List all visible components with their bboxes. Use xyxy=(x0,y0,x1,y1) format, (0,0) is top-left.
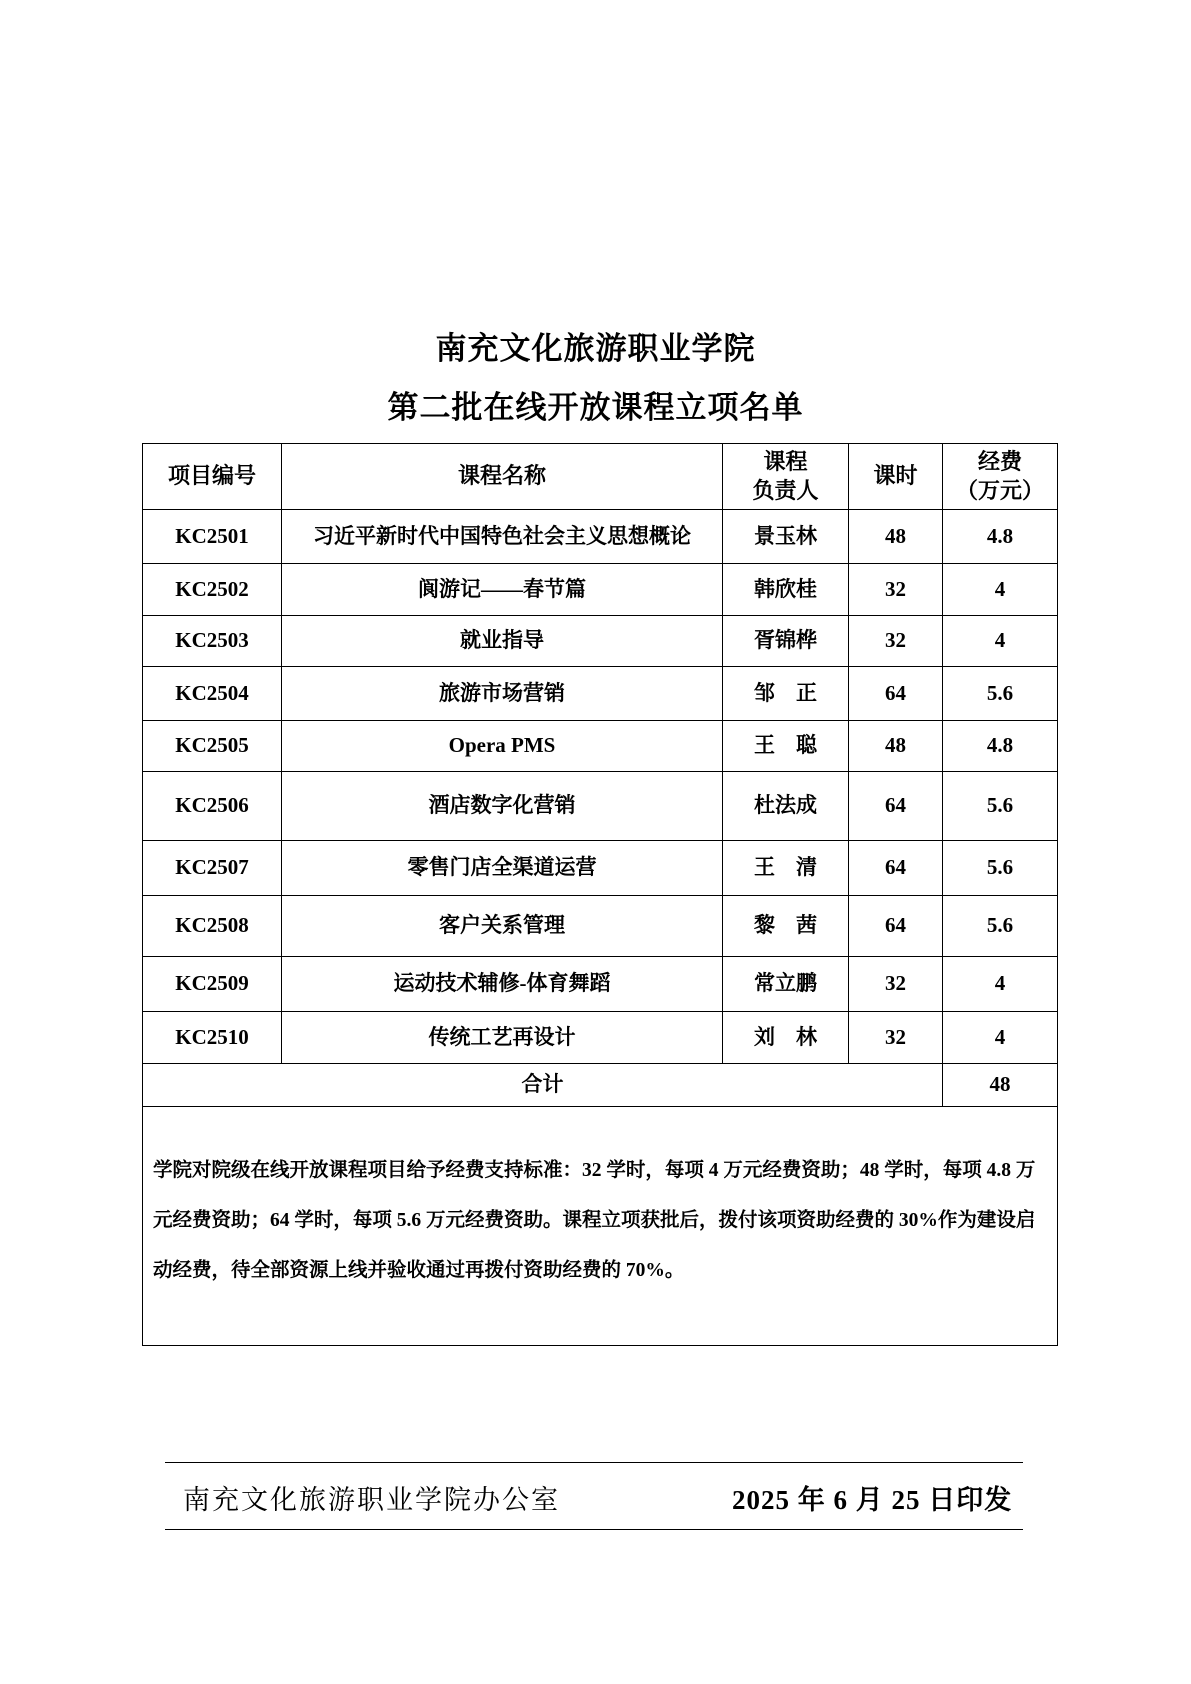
cell-hours: 32 xyxy=(849,1012,943,1064)
table-row xyxy=(143,841,1058,896)
cell-funding: 4.8 xyxy=(943,510,1058,564)
table-row xyxy=(143,616,1058,667)
cell-course-name: 习近平新时代中国特色社会主义思想概论 xyxy=(282,510,723,564)
header-project-id: 项目编号 xyxy=(143,444,282,510)
cell-course-name: 就业指导 xyxy=(282,616,723,667)
table-row xyxy=(143,721,1058,772)
total-label: 合计 xyxy=(143,1064,943,1107)
notes-row xyxy=(143,1107,1058,1346)
cell-course-owner: 韩欣桂 xyxy=(723,564,849,616)
cell-course-name: 传统工艺再设计 xyxy=(282,1012,723,1064)
cell-project-id: KC2503 xyxy=(143,616,282,667)
cell-course-owner: 常立鹏 xyxy=(723,957,849,1012)
cell-course-name: 旅游市场营销 xyxy=(282,667,723,721)
cell-funding: 4 xyxy=(943,616,1058,667)
footer-top-rule xyxy=(165,1462,1023,1463)
table-row xyxy=(143,957,1058,1012)
cell-course-owner: 杜法成 xyxy=(723,772,849,841)
cell-hours: 64 xyxy=(849,841,943,896)
cell-funding: 5.6 xyxy=(943,841,1058,896)
cell-project-id: KC2508 xyxy=(143,896,282,957)
header-course-name: 课程名称 xyxy=(282,444,723,510)
cell-course-name: 阆游记——春节篇 xyxy=(282,564,723,616)
header-course-owner xyxy=(723,444,849,510)
table-row xyxy=(143,896,1058,957)
table-row xyxy=(143,564,1058,616)
cell-course-owner: 王 聪 xyxy=(723,721,849,772)
cell-course-name: 酒店数字化营销 xyxy=(282,772,723,841)
cell-funding: 5.6 xyxy=(943,772,1058,841)
cell-course-name: 运动技术辅修-体育舞蹈 xyxy=(282,957,723,1012)
document-subtitle: 第二批在线开放课程立项名单 xyxy=(387,390,804,425)
total-value: 48 xyxy=(943,1064,1058,1107)
footer-issue-date: 2025 年 6 月 25 日印发 xyxy=(732,1485,1013,1515)
cell-hours: 32 xyxy=(849,616,943,667)
cell-project-id: KC2506 xyxy=(143,772,282,841)
cell-course-owner: 景玉林 xyxy=(723,510,849,564)
cell-project-id: KC2510 xyxy=(143,1012,282,1064)
funding-notes: 学院对院级在线开放课程项目给予经费支持标准：32 学时，每项 4 万元经费资助；48 学时，每项 4.8 万元经费资助；64 学时，每项 5.6 万元经费资助。课程立项获批后，拨付该项资助经费的 30%作为建设启动经费，待全部资源上线并验收通过再拨付资助经费的 70%。 xyxy=(143,1107,1058,1346)
cell-hours: 32 xyxy=(849,564,943,616)
header-funding-line1: 经费 xyxy=(977,448,1022,474)
table-row xyxy=(143,772,1058,841)
cell-project-id: KC2501 xyxy=(143,510,282,564)
cell-course-owner: 王 清 xyxy=(723,841,849,896)
footer-bottom-rule xyxy=(165,1529,1023,1530)
cell-funding: 4 xyxy=(943,564,1058,616)
cell-project-id: KC2505 xyxy=(143,721,282,772)
cell-funding: 4 xyxy=(943,957,1058,1012)
cell-hours: 32 xyxy=(849,957,943,1012)
cell-project-id: KC2509 xyxy=(143,957,282,1012)
cell-project-id: KC2502 xyxy=(143,564,282,616)
cell-hours: 48 xyxy=(849,721,943,772)
cell-course-name: Opera PMS xyxy=(282,721,723,772)
header-hours: 课时 xyxy=(849,444,943,510)
table-row xyxy=(143,510,1058,564)
cell-course-name: 客户关系管理 xyxy=(282,896,723,957)
header-owner-line2: 负责人 xyxy=(752,477,819,503)
table-row xyxy=(143,1012,1058,1064)
total-row xyxy=(143,1064,1058,1107)
cell-hours: 64 xyxy=(849,772,943,841)
cell-project-id: KC2504 xyxy=(143,667,282,721)
footer-issuer: 南充文化旅游职业学院办公室 xyxy=(183,1485,560,1515)
table-row xyxy=(143,667,1058,721)
cell-course-owner: 黎 茜 xyxy=(723,896,849,957)
cell-course-owner: 胥锦桦 xyxy=(723,616,849,667)
cell-course-owner: 邹 正 xyxy=(723,667,849,721)
cell-course-owner: 刘 林 xyxy=(723,1012,849,1064)
header-funding-line2: （万元） xyxy=(955,477,1044,503)
cell-funding: 4 xyxy=(943,1012,1058,1064)
cell-funding: 5.6 xyxy=(943,896,1058,957)
table-header-row xyxy=(143,444,1058,510)
course-list-table xyxy=(142,443,1058,1346)
document-title: 南充文化旅游职业学院 xyxy=(435,331,756,366)
header-owner-line1: 课程 xyxy=(763,448,808,474)
cell-funding: 5.6 xyxy=(943,667,1058,721)
cell-funding: 4.8 xyxy=(943,721,1058,772)
cell-course-name: 零售门店全渠道运营 xyxy=(282,841,723,896)
cell-hours: 64 xyxy=(849,896,943,957)
header-funding xyxy=(943,444,1058,510)
cell-hours: 64 xyxy=(849,667,943,721)
cell-hours: 48 xyxy=(849,510,943,564)
cell-project-id: KC2507 xyxy=(143,841,282,896)
